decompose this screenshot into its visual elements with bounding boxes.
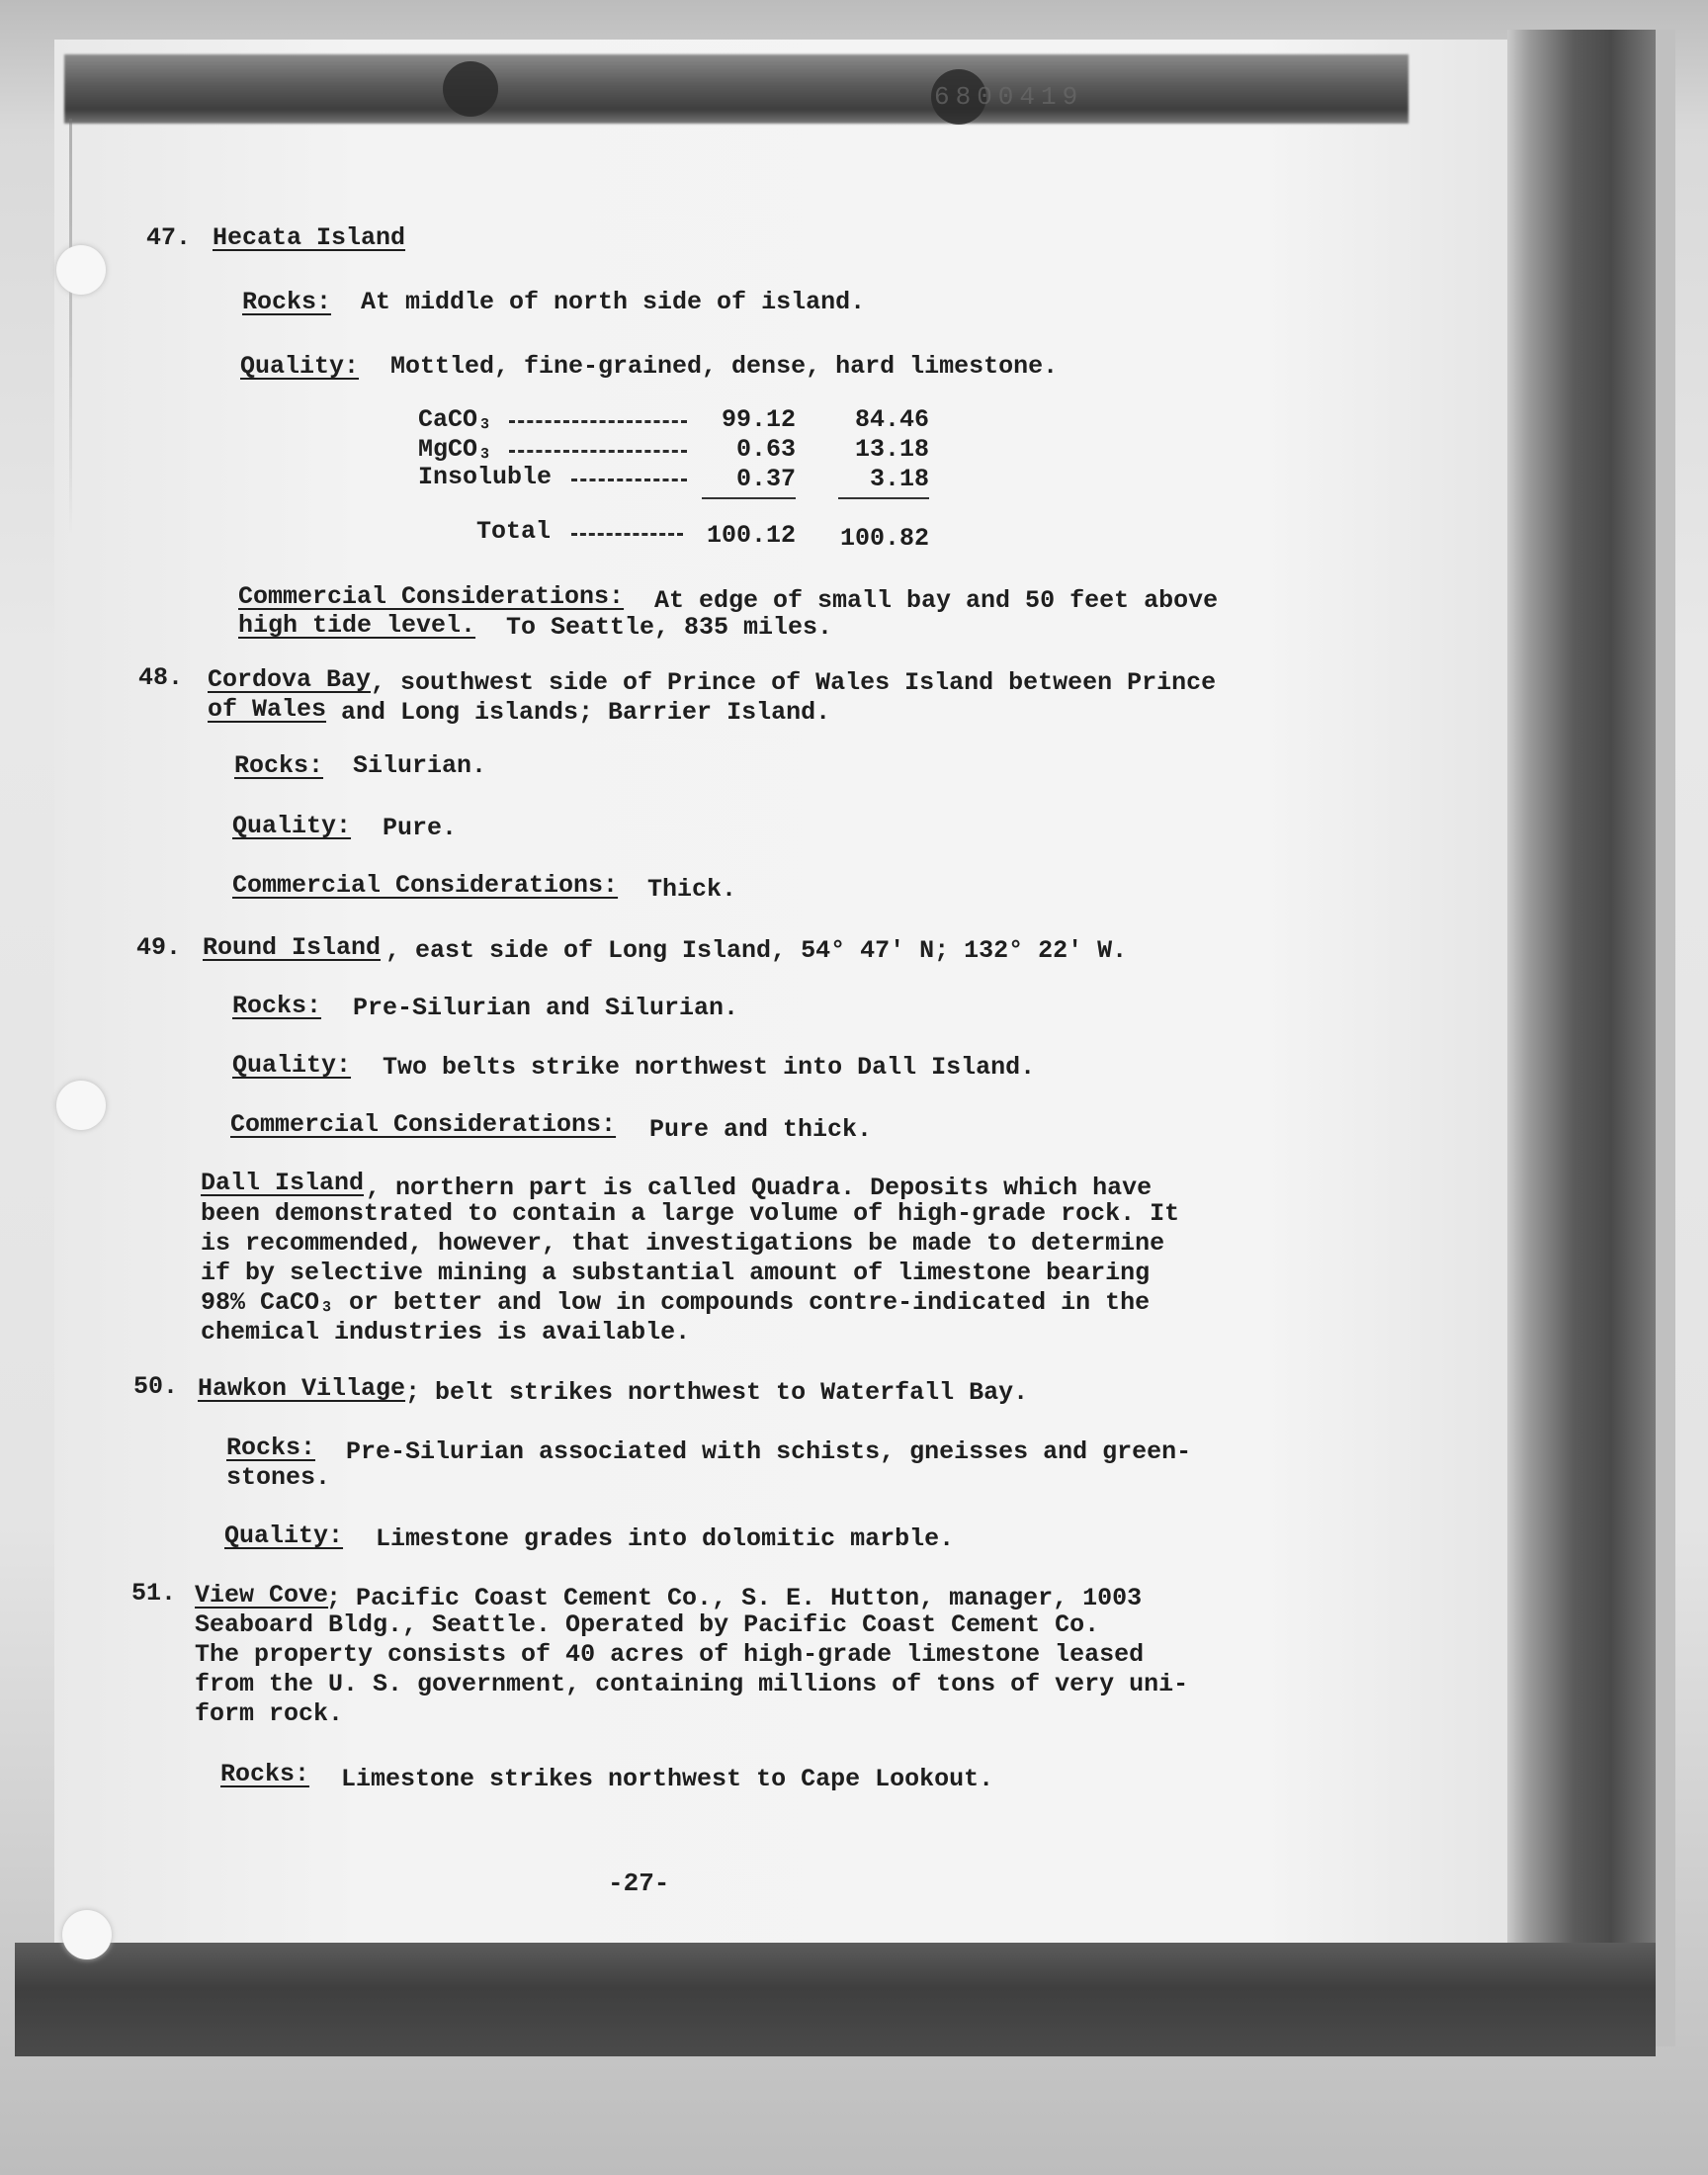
entry-47-rocks-label: Rocks:: [242, 288, 332, 316]
entry-48-name: Cordova Bay: [208, 665, 372, 694]
entry-50-rocks-line2: stones.: [226, 1463, 331, 1492]
punch-hole-bottom: [62, 1910, 112, 1959]
right-binding-edge: [1507, 30, 1656, 2046]
entry-49-quality-text: Two belts strike northwest into Dall Island.: [383, 1053, 1036, 1082]
leader-line: [509, 420, 687, 423]
entry-50-quality-text: Limestone grades into dolomitic marble.: [376, 1524, 955, 1553]
entry-48-commercial-label: Commercial Considerations:: [232, 871, 619, 900]
entry-51-line: Seaboard Bldg., Seattle. Operated by Pacific Coast Cement Co.: [195, 1610, 1100, 1639]
entry-47-number: 47.: [146, 223, 192, 252]
analysis-label: CaCO₃: [418, 405, 493, 434]
entry-47-quality-text: Mottled, fine-grained, dense, hard limestone.: [390, 352, 1059, 381]
entry-49-rocks-text: Pre-Silurian and Silurian.: [353, 994, 739, 1022]
entry-50-number: 50.: [133, 1372, 179, 1401]
sum-rule-a: [702, 497, 796, 499]
entry-48-rocks-text: Silurian.: [353, 751, 487, 780]
leader-line: [571, 533, 683, 536]
entry-50-rocks-line1: Pre-Silurian associated with schists, gneisses and green-: [346, 1437, 1192, 1466]
left-margin-marks: [69, 119, 72, 534]
entry-49-line1: , east side of Long Island, 54° 47' N; 132° 22' W.: [385, 936, 1128, 965]
entry-49-rocks-label: Rocks:: [232, 992, 322, 1020]
dall-island-line: chemical industries is available.: [201, 1318, 691, 1347]
page-number: -27-: [608, 1869, 670, 1898]
dall-island-line: , northern part is called Quadra. Deposits which have: [366, 1174, 1153, 1202]
entry-48-line1: , southwest side of Prince of Wales Island between Prince: [371, 668, 1217, 697]
dall-island-line: been demonstrated to contain a large volume of high-grade rock. It: [201, 1199, 1180, 1228]
analysis-value-a: 0.37: [735, 465, 796, 493]
dall-island-line: if by selective mining a substantial amount of limestone bearing: [201, 1259, 1151, 1287]
punch-hole-top: [56, 245, 106, 295]
entry-49-commercial-text: Pure and thick.: [649, 1115, 873, 1144]
analysis-total-a: 100.12: [706, 521, 796, 550]
entry-51-rocks-label: Rocks:: [220, 1760, 310, 1788]
entry-47-rocks-text: At middle of north side of island.: [361, 288, 866, 316]
entry-47-commercial-line1: At edge of small bay and 50 feet above: [654, 586, 1219, 615]
entry-48-quality-label: Quality:: [232, 812, 352, 840]
entry-49-commercial-label: Commercial Considerations:: [230, 1110, 617, 1139]
entry-51-number: 51.: [131, 1579, 177, 1608]
entry-49-name: Round Island: [203, 933, 382, 962]
analysis-value-a: 0.63: [735, 435, 796, 464]
entry-47-commercial-line2-underlined: high tide level.: [238, 611, 476, 640]
entry-47-quality-label: Quality:: [240, 352, 360, 381]
dall-island-line: is recommended, however, that investigations be made to determine: [201, 1229, 1165, 1258]
entry-51-rocks-text: Limestone strikes northwest to Cape Lookout.: [341, 1765, 994, 1793]
analysis-label: MgCO₃: [418, 435, 493, 464]
analysis-label: Insoluble: [418, 463, 553, 491]
analysis-total-b: 100.82: [839, 524, 929, 553]
leader-line: [571, 478, 687, 481]
entry-50-line1: ; belt strikes northwest to Waterfall Bay.: [405, 1378, 1029, 1407]
entry-51-line: form rock.: [195, 1699, 344, 1728]
dall-island-name: Dall Island: [201, 1169, 365, 1197]
entry-48-commercial-text: Thick.: [647, 875, 737, 904]
entry-50-quality-label: Quality:: [224, 1522, 344, 1550]
entry-47-name: Hecata Island: [213, 223, 406, 252]
punch-hole-middle: [56, 1081, 106, 1130]
stamp-number: 6800419: [934, 82, 1084, 112]
entry-51-line: The property consists of 40 acres of high-grade limestone leased: [195, 1640, 1145, 1669]
analysis-value-b: 84.46: [854, 405, 929, 434]
entry-48-line2-underlined: of Wales: [208, 695, 327, 724]
analysis-value-b: 13.18: [854, 435, 929, 464]
analysis-value-b: 3.18: [869, 465, 929, 493]
bottom-binding-strip: [15, 1943, 1656, 2056]
entry-51-line: from the U. S. government, containing millions of tons of very uni-: [195, 1670, 1189, 1698]
entry-49-quality-label: Quality:: [232, 1051, 352, 1080]
entry-51-name: View Cove: [195, 1581, 329, 1610]
entry-48-line2: and Long islands; Barrier Island.: [341, 698, 831, 727]
analysis-total-label: Total: [476, 517, 552, 546]
entry-51-line: ; Pacific Coast Cement Co., S. E. Hutton, manager, 1003: [326, 1584, 1143, 1612]
entry-50-rocks-label: Rocks:: [226, 1434, 316, 1462]
entry-48-number: 48.: [138, 663, 184, 692]
leader-line: [509, 450, 687, 453]
entry-48-quality-text: Pure.: [383, 814, 458, 842]
entry-47-commercial-label: Commercial Considerations:: [238, 582, 625, 611]
entry-50-name: Hawkon Village: [198, 1374, 406, 1403]
right-margin: [1656, 30, 1675, 2046]
dall-island-line: 98% CaCO₃ or better and low in compounds contre-indicated in the: [201, 1288, 1151, 1317]
entry-47-commercial-line2: To Seattle, 835 miles.: [506, 613, 833, 642]
top-binding-strip: [64, 54, 1409, 124]
entry-48-rocks-label: Rocks:: [234, 751, 324, 780]
entry-49-number: 49.: [136, 933, 182, 962]
sum-rule-b: [838, 497, 929, 499]
binder-hole-top-left: [443, 61, 498, 117]
analysis-value-a: 99.12: [721, 405, 796, 434]
